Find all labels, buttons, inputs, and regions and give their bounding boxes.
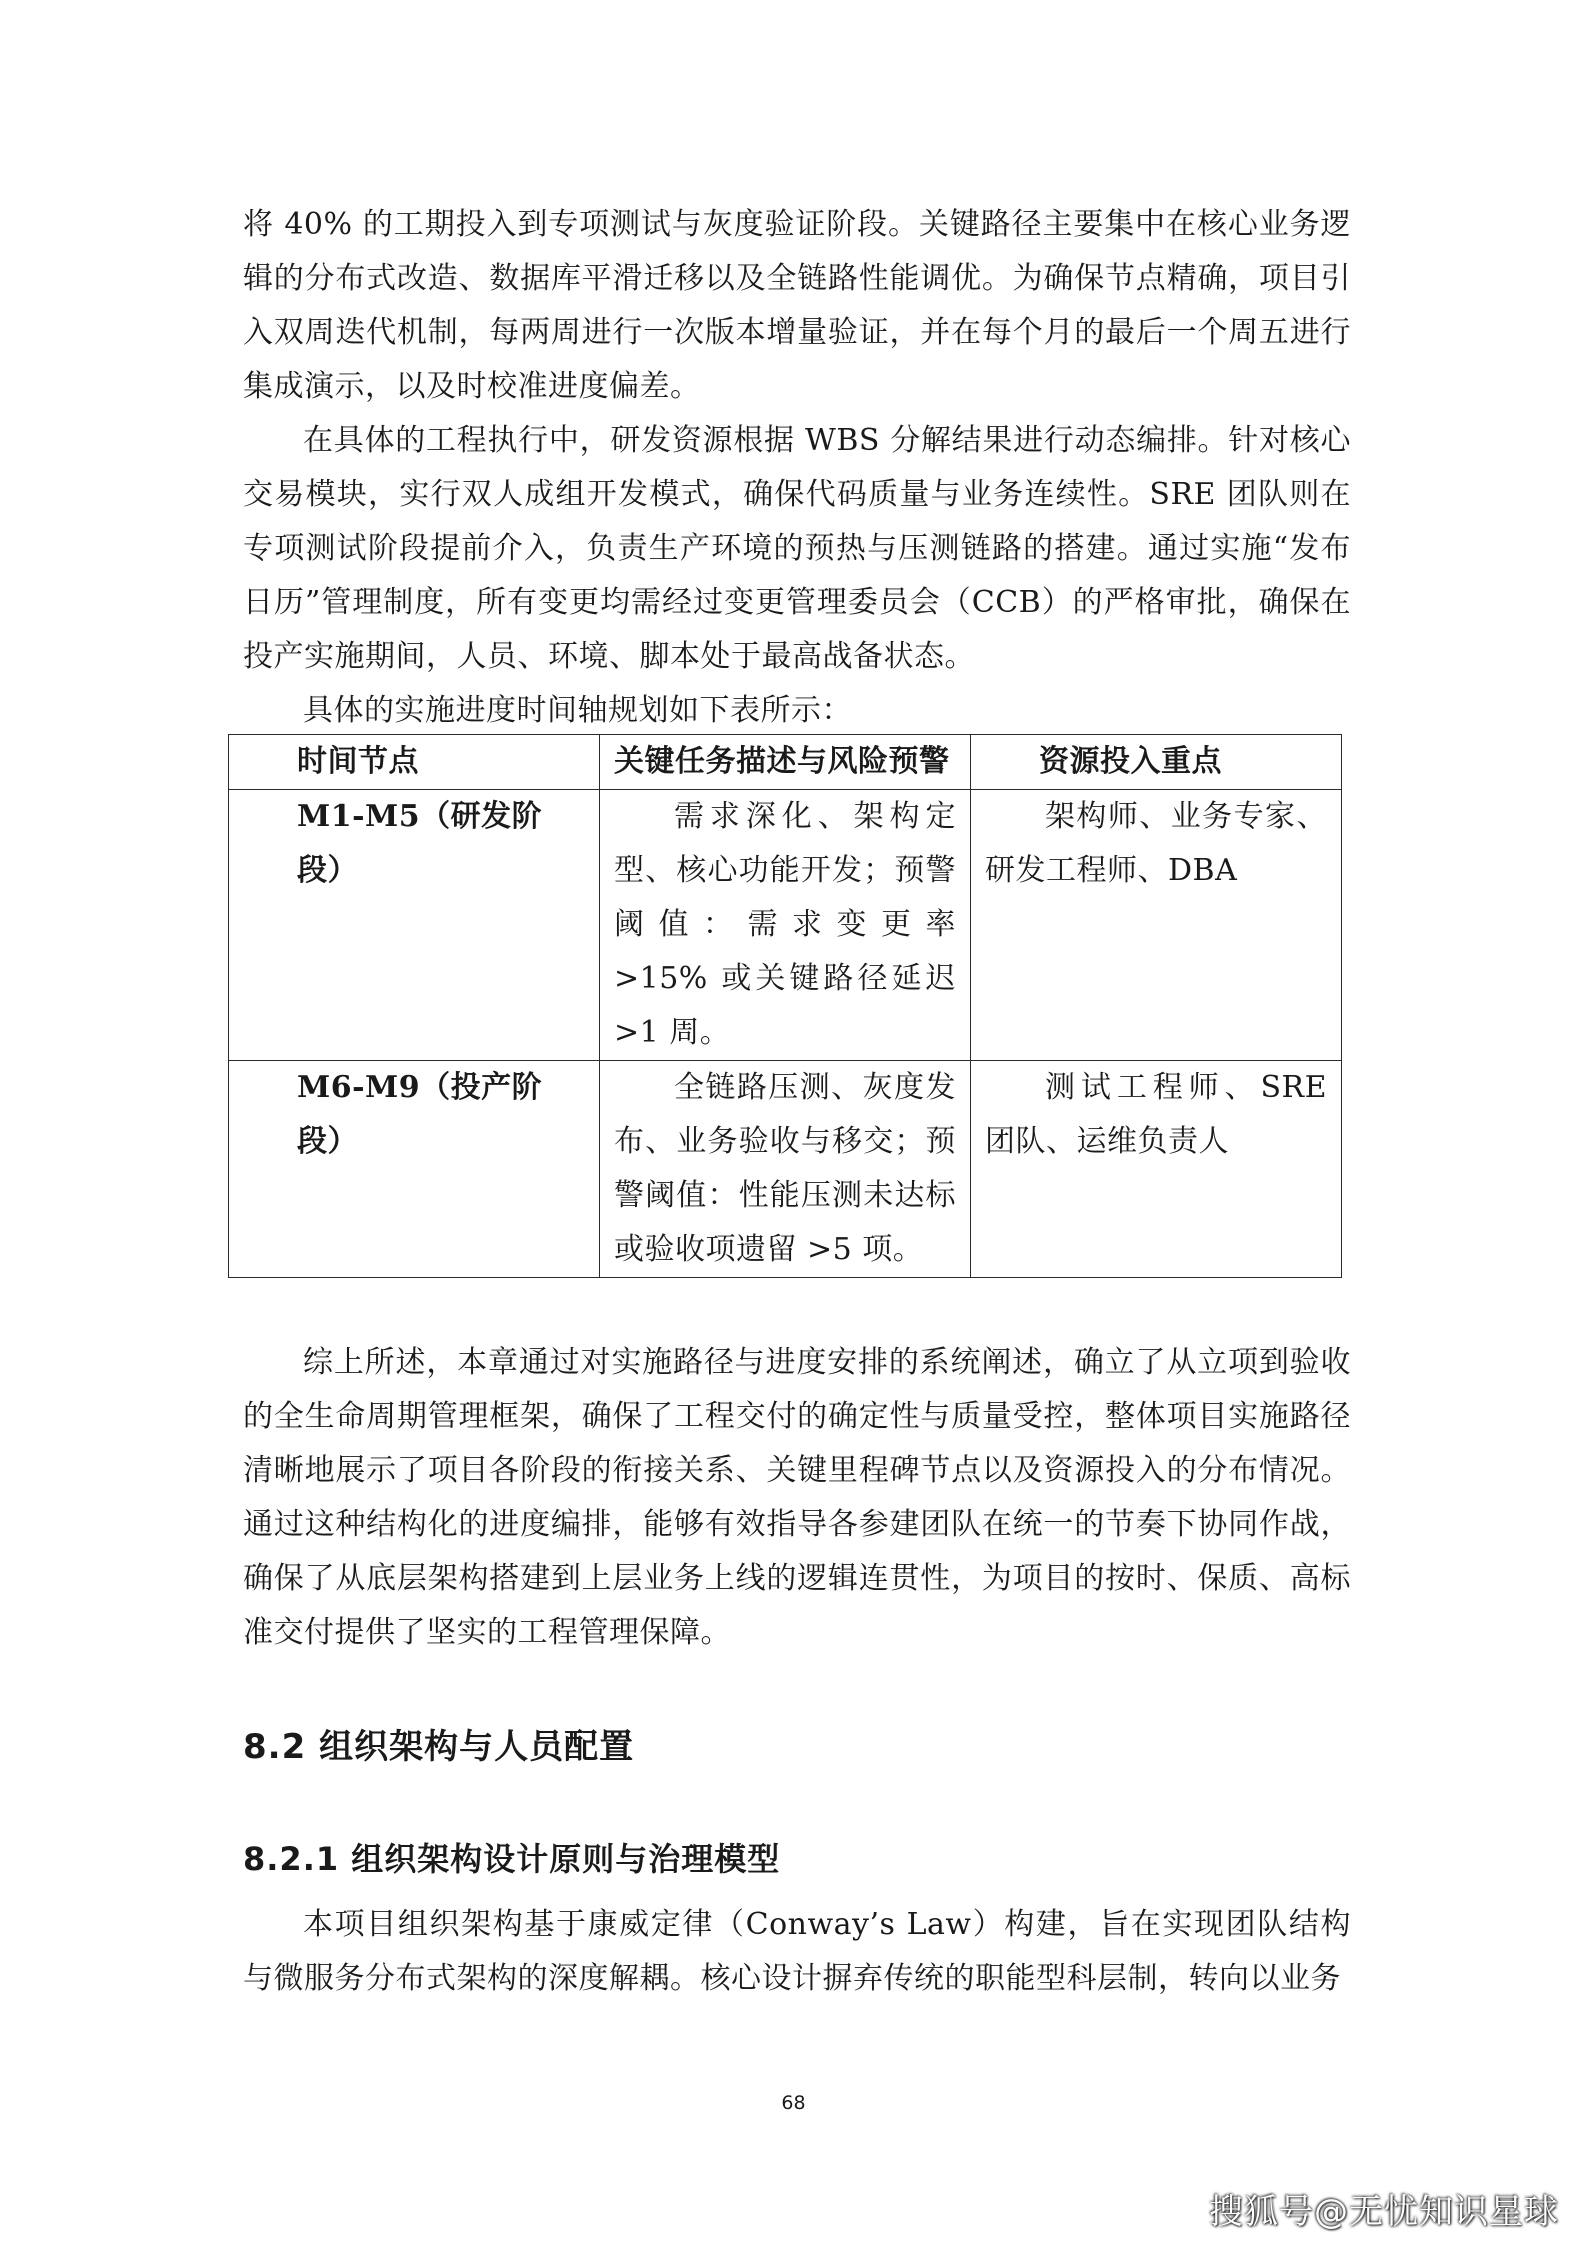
table-header-row — [229, 735, 1342, 790]
page-content — [243, 198, 1351, 2006]
cell-phase: M6-M9（投产阶段） — [229, 1061, 600, 1278]
page-number: 68 — [781, 2092, 806, 2114]
header-resource-focus: 资源投入重点 — [971, 735, 1342, 790]
paragraph-engineering-execution: 在具体的工程执行中，研发资源根据 WBS 分解结果进行动态编排。针对核心交易模块，实行双人成组开发模式，确保代码质量与业务连续性。SRE 团队则在专项测试阶段提前介入，负责生产环境的预热与压测链路的搭建。通过实施“发布日历”管理制度，所有变更均需经过变更管理委员会（CCB）的严格审批，确保在投产实施期间，人员、环境、脚本处于最高战备状态。 — [243, 423, 1351, 674]
table-caption: 具体的实施进度时间轴规划如下表所示： — [303, 693, 852, 728]
timeline-table — [228, 734, 1342, 1278]
subsection-heading: 8.2.1 组织架构设计原则与治理模型 — [243, 1840, 781, 1878]
cell-task: 全链路压测、灰度发布、业务验收与移交；预警阈值：性能压测未达标或验收项遗留 >5 项。 — [600, 1061, 971, 1278]
header-time-node: 时间节点 — [229, 735, 600, 790]
paragraph-schedule-allocation: 将 40% 的工期投入到专项测试与灰度验证阶段。关键路径主要集中在核心业务逻辑的分布式改造、数据库平滑迁移以及全链路性能调优。为确保节点精确，项目引入双周迭代机制，每两周进行一次版本增量验证，并在每个月的最后一个周五进行集成演示，以及时校准进度偏差。 — [243, 207, 1351, 404]
watermark: 搜狐号@无忧知识星球 — [1209, 2192, 1559, 2232]
cell-task: 需求深化、架构定型、核心功能开发；预警阈值：需求变更率 >15% 或关键路径延迟 >1 周。 — [600, 790, 971, 1061]
cell-resources: 架构师、业务专家、研发工程师、DBA — [971, 790, 1342, 1061]
header-task-description: 关键任务描述与风险预警 — [600, 735, 971, 790]
table-row — [229, 790, 1342, 1061]
cell-resources: 测试工程师、SRE 团队、运维负责人 — [971, 1061, 1342, 1278]
cell-phase: M1-M5（研发阶段） — [229, 790, 600, 1061]
section-heading: 8.2 组织架构与人员配置 — [243, 1727, 635, 1767]
table-row — [229, 1061, 1342, 1278]
paragraph-org-design: 本项目组织架构基于康威定律（Conway’s Law）构建，旨在实现团队结构与微服务分布式架构的深度解耦。核心设计摒弃传统的职能型科层制，转向以业务 — [243, 1907, 1351, 1996]
paragraph-chapter-summary: 综上所述，本章通过对实施路径与进度安排的系统阐述，确立了从立项到验收的全生命周期管理框架，确保了工程交付的确定性与质量受控，整体项目实施路径清晰地展示了项目各阶段的衔接关系、关键里程碑节点以及资源投入的分布情况。通过这种结构化的进度编排，能够有效指导各参建团队在统一的节奏下协同作战，确保了从底层架构搭建到上层业务上线的逻辑连贯性，为项目的按时、保质、高标准交付提供了坚实的工程管理保障。 — [243, 1345, 1351, 1650]
